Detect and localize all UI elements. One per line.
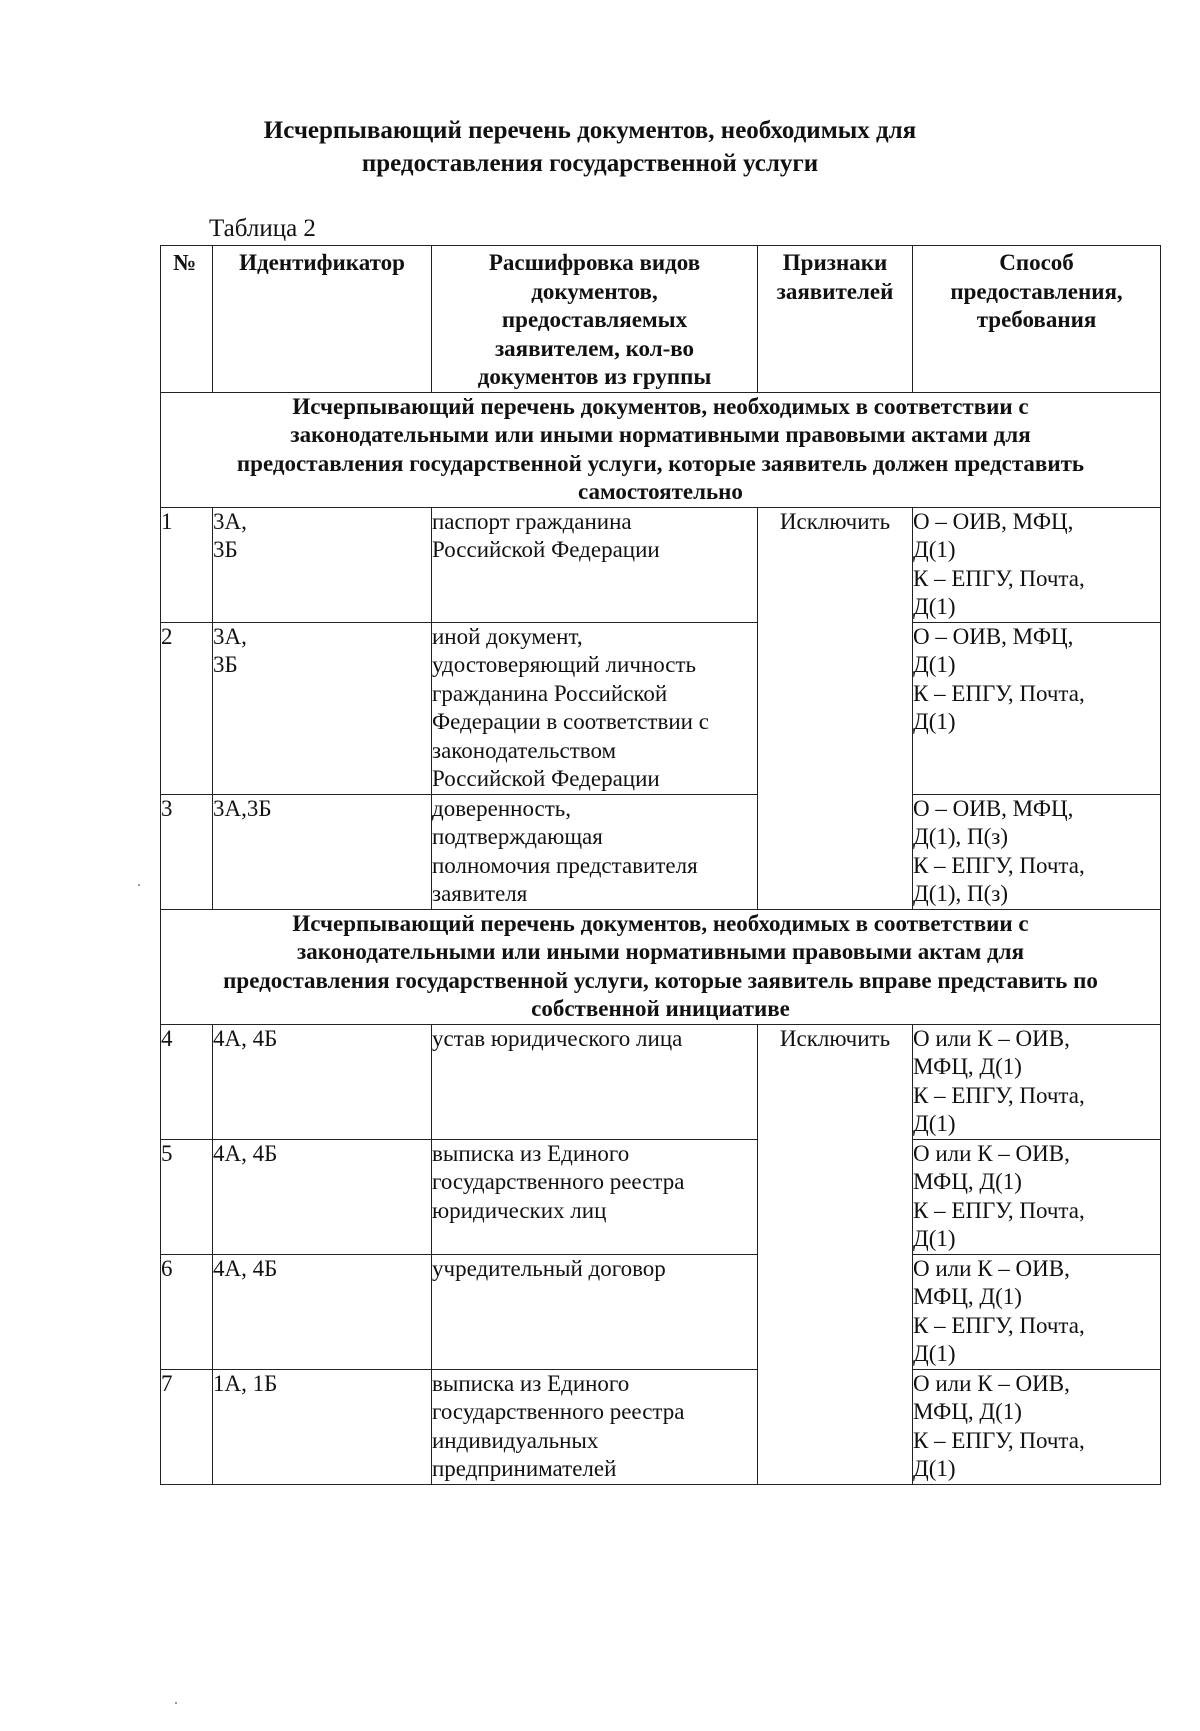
row-description: доверенность, подтверждающая полномочия представителя заявителя bbox=[432, 794, 758, 909]
row-number: 5 bbox=[161, 1139, 213, 1254]
table-row bbox=[161, 794, 1161, 909]
row-description: иной документ, удостоверяющий личность гражданина Российской Федерации в соответствии с законодательством Российской Федерации bbox=[432, 622, 758, 794]
table-row bbox=[161, 1139, 1161, 1254]
table-row bbox=[161, 1369, 1161, 1484]
row-description: выписка из Единого государственного реестра индивидуальных предпринимателей bbox=[432, 1369, 758, 1484]
section-title-mandatory: Исчерпывающий перечень документов, необходимых в соответствии с законодательными или иными нормативными правовыми актами для предоставления государственной услуги, которые заявитель должен представить самостоятельно bbox=[161, 392, 1161, 507]
row-identifier: 1А, 1Б bbox=[213, 1369, 432, 1484]
table-row bbox=[161, 622, 1161, 794]
row-number: 3 bbox=[161, 794, 213, 909]
document-title-line-1: Исчерпывающий перечень документов, необходимых для bbox=[263, 117, 917, 144]
header-number: № bbox=[161, 246, 213, 393]
header-identifier: Идентификатор bbox=[213, 246, 432, 393]
row-description: паспорт гражданина Российской Федерации bbox=[432, 507, 758, 622]
row-description: учредительный договор bbox=[432, 1254, 758, 1369]
table-row bbox=[161, 1024, 1161, 1139]
row-submission-method: О или К – ОИВ, МФЦ, Д(1) К – ЕПГУ, Почта, Д(1) bbox=[913, 1139, 1161, 1254]
section-header-row bbox=[161, 392, 1161, 507]
row-identifier: 4А, 4Б bbox=[213, 1139, 432, 1254]
document-title bbox=[160, 114, 1020, 180]
row-number: 6 bbox=[161, 1254, 213, 1369]
row-identifier: 4А, 4Б bbox=[213, 1024, 432, 1139]
scan-speck bbox=[138, 884, 140, 886]
row-identifier: 3А, 3Б bbox=[213, 622, 432, 794]
table-header-row bbox=[161, 246, 1161, 393]
row-number: 7 bbox=[161, 1369, 213, 1484]
table-caption: Таблица 2 bbox=[209, 215, 316, 242]
row-submission-method: О – ОИВ, МФЦ, Д(1) К – ЕПГУ, Почта, Д(1) bbox=[913, 622, 1161, 794]
row-submission-method: О – ОИВ, МФЦ, Д(1), П(з) К – ЕПГУ, Почта, Д(1), П(з) bbox=[913, 794, 1161, 909]
row-description: выписка из Единого государственного реестра юридических лиц bbox=[432, 1139, 758, 1254]
header-description: Расшифровка видов документов, предоставляемых заявителем, кол-во документов из группы bbox=[432, 246, 758, 393]
row-submission-method: О или К – ОИВ, МФЦ, Д(1) К – ЕПГУ, Почта, Д(1) bbox=[913, 1254, 1161, 1369]
row-identifier: 4А, 4Б bbox=[213, 1254, 432, 1369]
row-number: 1 bbox=[161, 507, 213, 622]
section-header-row bbox=[161, 909, 1161, 1024]
documents-table bbox=[160, 245, 1161, 1485]
document-title-line-2: предоставления государственной услуги bbox=[361, 150, 819, 177]
row-submission-method: О – ОИВ, МФЦ, Д(1) К – ЕПГУ, Почта, Д(1) bbox=[913, 507, 1161, 622]
row-applicant-sign: Исключить bbox=[758, 1024, 913, 1484]
table-row bbox=[161, 507, 1161, 622]
section-title-optional: Исчерпывающий перечень документов, необходимых в соответствии с законодательными или иными нормативными правовыми актам для предоставления государственной услуги, которые заявитель вправе представить по собственной инициативе bbox=[161, 909, 1161, 1024]
table-row bbox=[161, 1254, 1161, 1369]
row-submission-method: О или К – ОИВ, МФЦ, Д(1) К – ЕПГУ, Почта, Д(1) bbox=[913, 1024, 1161, 1139]
row-identifier: 3А, 3Б bbox=[213, 507, 432, 622]
row-number: 2 bbox=[161, 622, 213, 794]
row-identifier: 3А,3Б bbox=[213, 794, 432, 909]
row-number: 4 bbox=[161, 1024, 213, 1139]
row-submission-method: О или К – ОИВ, МФЦ, Д(1) К – ЕПГУ, Почта, Д(1) bbox=[913, 1369, 1161, 1484]
scan-speck bbox=[175, 1702, 177, 1704]
row-applicant-sign: Исключить bbox=[758, 507, 913, 909]
header-submission-method: Способ предоставления, требования bbox=[913, 246, 1161, 393]
row-description: устав юридического лица bbox=[432, 1024, 758, 1139]
header-applicant-signs: Признаки заявителей bbox=[758, 246, 913, 393]
